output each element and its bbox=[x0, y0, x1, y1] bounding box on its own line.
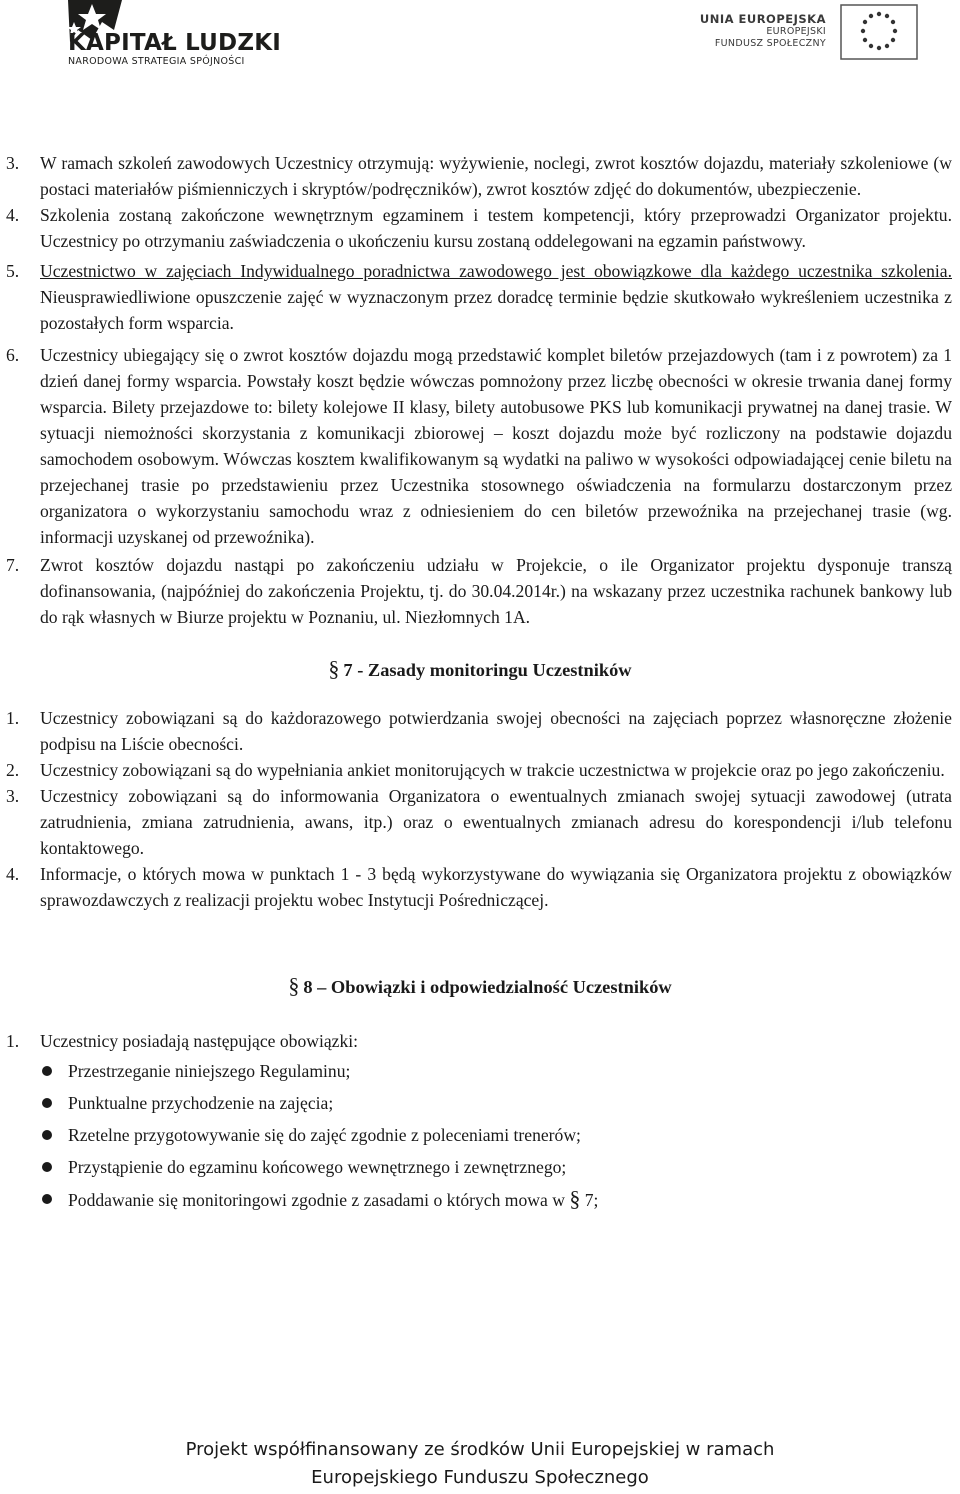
item-number: 5. bbox=[6, 261, 20, 281]
bullet-dot-icon bbox=[42, 1162, 52, 1172]
eu-line2: FUNDUSZ SPOŁECZNY bbox=[714, 38, 826, 49]
item-number: 7. bbox=[6, 555, 20, 575]
document-body bbox=[0, 150, 960, 1213]
bullet-item bbox=[0, 1090, 960, 1116]
item-number: 2. bbox=[6, 760, 20, 780]
bullet-dot-icon bbox=[42, 1098, 52, 1108]
bullet-text: Przestrzeganie niniejszego Regulaminu; bbox=[68, 1061, 351, 1081]
item-number: 6. bbox=[6, 345, 20, 365]
bullet-item bbox=[0, 1058, 960, 1084]
footer-line2: Europejskiego Funduszu Społecznego bbox=[311, 1467, 649, 1488]
list-item bbox=[0, 342, 960, 550]
item-text: W ramach szkoleń zawodowych Uczestnicy otrzymują: wyżywienie, noclegi, zwrot kosztów dojazdu, materiały szkoleniowe (w postaci materiałów piśmienniczych i skryptów/podręczników), zwrot kosztów zdjęć do dokumentów, ubezpieczenie. bbox=[40, 153, 952, 199]
item-text: Uczestnicy zobowiązani są do informowania Organizatora o ewentualnych zmianach swojej sytuacji zawodowej (utrata zatrudnienia, zmiana zatrudnienia, awans, itp.) oraz o ewentualnych zmianach adresu do korespondencji i/lub telefonu kontaktowego. bbox=[40, 786, 952, 858]
list-item bbox=[0, 757, 960, 783]
item-text: Informacje, o których mowa w punktach 1 - 3 będą wykorzystywane do wywiązania się Organizatora projektu z obowiązków sprawozdawczych z realizacji projektu wobec Instytucji Pośredniczącej. bbox=[40, 864, 952, 910]
list-item bbox=[0, 150, 960, 202]
list-item bbox=[0, 783, 960, 861]
item-text: Uczestnicy posiadają następujące obowiązki: bbox=[40, 1031, 359, 1051]
bullet-item bbox=[0, 1186, 960, 1213]
bullet-text: Przystąpienie do egzaminu końcowego wewnętrznego i zewnętrznego; bbox=[68, 1157, 567, 1177]
item-number: 3. bbox=[6, 786, 20, 806]
eu-line1: EUROPEJSKI bbox=[766, 26, 826, 37]
item-text: Uczestnicy ubiegający się o zwrot kosztów dojazdu mogą przedstawić komplet biletów przejazdowych (tam i z powrotem) za 1 dzień danej formy wsparcia. Powstały koszt będzie wówczas pomnożony przez liczbę obecności w okresie trwania danej formy wsparcia. Bilety przejazdowe to: bilety kolejowe II klasy, bilety autobusowe PKS lub komunikacji prywatnej na danej trasie. W sytuacji niemożności skorzystania z komunikacji zbiorowej – koszt dojazdu może być rozliczony na podstawie dojazdu samochodem osobowym. Wówczas kosztem kwalifikowanym są wydatki na paliwo w wysokości odpowiadającej cenie biletu na przejechanej trasie po przedstawieniu przez Uczestnika stosownego oświadczenia na formularzu dostarczonym przez organizatora o wykorzystaniu samochodu wraz z odniesieniem do cen biletów przewoźnika na przejechanej trasie (wg. informacji uzyskanej od przewoźnika). bbox=[40, 345, 952, 547]
list-item bbox=[0, 258, 960, 336]
section-symbol: § bbox=[328, 656, 340, 681]
kapital-ludzki-name: KAPITAŁ LUDZKI bbox=[68, 30, 281, 56]
list-item bbox=[0, 861, 960, 913]
item-text: Szkolenia zostaną zakończone wewnętrznym egzaminem i testem kompetencji, który przeprowadzi Organizator projektu. Uczestnicy po otrzymaniu zaświadczenia o ukończeniu kursu zostaną oddelegowani na egzamin państwowy. bbox=[40, 205, 952, 251]
page-footer bbox=[0, 1436, 960, 1492]
item-number: 1. bbox=[6, 708, 20, 728]
section-7-title: 7 - Zasady monitoringu Uczestników bbox=[343, 660, 632, 680]
eu-title: UNIA EUROPEJSKA bbox=[699, 12, 826, 26]
item-text: Zwrot kosztów dojazdu nastąpi po zakończeniu udziału w Projekcie, o ile Organizator projektu dysponuje transzą dofinansowania, (najpóźniej do zakończenia Projektu, tj. do 30.04.2014r.) na wskazany przez uczestnika rachunek bankowy lub do rąk własnych w Biurze projektu w Poznaniu, ul. Niezłomnych 1A. bbox=[40, 555, 952, 627]
bullet-item bbox=[0, 1154, 960, 1180]
item-text-underlined: Uczestnictwo w zajęciach Indywidualnego poradnictwa zawodowego jest obowiązkowe dla każdego uczestnika szkolenia. bbox=[40, 261, 952, 281]
section-symbol: § bbox=[288, 973, 300, 998]
item-text: Uczestnicy zobowiązani są do każdorazowego potwierdzania swojej obecności na zajęciach poprzez własnoręczne złożenie podpisu na Liście obecności. bbox=[40, 708, 952, 754]
list-item bbox=[0, 1028, 960, 1054]
list-item bbox=[0, 552, 960, 630]
bullet-dot-icon bbox=[42, 1194, 52, 1204]
footer-line1: Projekt współfinansowany ze środków Unii Europejskiej w ramach bbox=[185, 1439, 775, 1460]
item-number: 4. bbox=[6, 864, 20, 884]
item-text: Nieusprawiedliwione opuszczenie zajęć w wyznaczonym przez doradcę terminie będzie skutkowało wykreśleniem uczestnika z pozostałych form wsparcia. bbox=[40, 287, 952, 333]
section-8-title: 8 – Obowiązki i odpowiedzialność Uczestników bbox=[303, 977, 672, 997]
bullet-dot-icon bbox=[42, 1130, 52, 1140]
item-text: Uczestnicy zobowiązani są do wypełniania ankiet monitorujących w trakcie uczestnictwa w projekcie oraz po jego zakończeniu. bbox=[40, 760, 945, 780]
bullet-dot-icon bbox=[42, 1066, 52, 1076]
bullet-text-tail: 7; bbox=[580, 1190, 599, 1210]
item-number: 3. bbox=[6, 153, 20, 173]
item-number: 4. bbox=[6, 205, 20, 225]
bullet-text: Poddawanie się monitoringowi zgodnie z zasadami o których mowa w bbox=[68, 1190, 570, 1210]
bullet-text: Punktualne przychodzenie na zajęcia; bbox=[68, 1093, 334, 1113]
kapital-ludzki-subtitle: NARODOWA STRATEGIA SPÓJNOŚCI bbox=[68, 56, 245, 67]
bullet-item bbox=[0, 1122, 960, 1148]
item-number: 1. bbox=[6, 1031, 20, 1051]
list-item bbox=[0, 705, 960, 757]
section-8-heading bbox=[0, 973, 960, 1000]
section-symbol: § bbox=[569, 1186, 581, 1211]
bullet-text: Rzetelne przygotowywanie się do zajęć zgodnie z poleceniami trenerów; bbox=[68, 1125, 581, 1145]
list-item bbox=[0, 202, 960, 254]
eu-flag-icon bbox=[840, 4, 918, 60]
section-7-heading bbox=[0, 656, 960, 683]
